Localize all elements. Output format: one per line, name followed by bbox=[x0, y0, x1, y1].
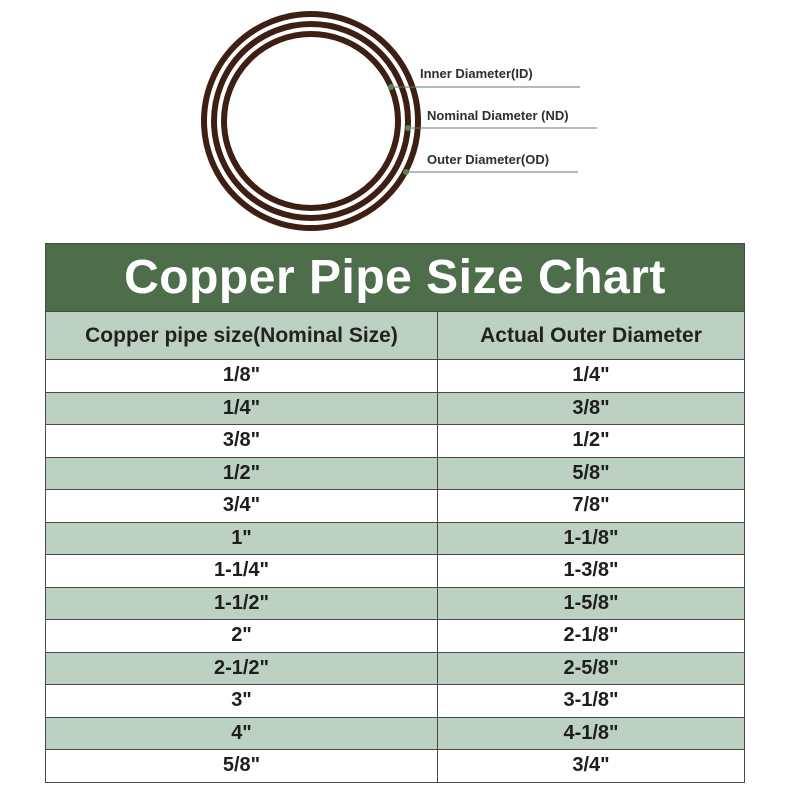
table-row bbox=[46, 685, 745, 718]
nominal-diameter-ring bbox=[214, 24, 408, 218]
copper-pipe-size-table bbox=[45, 243, 745, 783]
table-row bbox=[46, 490, 745, 523]
outer-diameter-cell: 3/8" bbox=[438, 392, 745, 425]
inner-callout-dot bbox=[388, 84, 394, 90]
nominal-size-cell: 3" bbox=[46, 685, 438, 718]
outer-diameter-cell: 7/8" bbox=[438, 490, 745, 523]
nominal-callout-dot bbox=[405, 125, 411, 131]
table-row bbox=[46, 652, 745, 685]
nominal-size-cell: 2-1/2" bbox=[46, 652, 438, 685]
nominal-size-cell: 2" bbox=[46, 620, 438, 653]
inner-diameter-label: Inner Diameter(ID) bbox=[420, 66, 533, 81]
outer-diameter-cell: 1-1/8" bbox=[438, 522, 745, 555]
table-body bbox=[46, 360, 745, 783]
column-header-nominal-size: Copper pipe size(Nominal Size) bbox=[46, 312, 438, 360]
inner-diameter-ring bbox=[224, 34, 398, 208]
table-row bbox=[46, 555, 745, 588]
nominal-diameter-label: Nominal Diameter (ND) bbox=[427, 108, 569, 123]
table-row bbox=[46, 457, 745, 490]
nominal-size-cell: 4" bbox=[46, 717, 438, 750]
outer-callout-dot bbox=[403, 169, 409, 175]
table-row bbox=[46, 620, 745, 653]
outer-diameter-cell: 1-3/8" bbox=[438, 555, 745, 588]
outer-diameter-callout bbox=[403, 152, 578, 175]
outer-diameter-cell: 5/8" bbox=[438, 457, 745, 490]
table-row bbox=[46, 587, 745, 620]
table-row bbox=[46, 360, 745, 393]
table-title: Copper Pipe Size Chart bbox=[46, 244, 745, 312]
nominal-size-cell: 1-1/4" bbox=[46, 555, 438, 588]
outer-diameter-cell: 4-1/8" bbox=[438, 717, 745, 750]
nominal-size-cell: 3/4" bbox=[46, 490, 438, 523]
outer-diameter-cell: 1-5/8" bbox=[438, 587, 745, 620]
table-row bbox=[46, 717, 745, 750]
column-header-outer-diameter: Actual Outer Diameter bbox=[438, 312, 745, 360]
pipe-cross-section-diagram bbox=[0, 0, 800, 240]
nominal-diameter-callout bbox=[405, 108, 597, 131]
outer-diameter-label: Outer Diameter(OD) bbox=[427, 152, 550, 167]
outer-diameter-cell: 2-1/8" bbox=[438, 620, 745, 653]
table-row bbox=[46, 392, 745, 425]
outer-diameter-cell: 1/2" bbox=[438, 425, 745, 458]
inner-diameter-callout bbox=[388, 66, 580, 90]
nominal-size-cell: 1/2" bbox=[46, 457, 438, 490]
table-row bbox=[46, 522, 745, 555]
outer-diameter-cell: 3-1/8" bbox=[438, 685, 745, 718]
outer-diameter-cell: 2-5/8" bbox=[438, 652, 745, 685]
nominal-size-cell: 5/8" bbox=[46, 750, 438, 783]
nominal-size-cell: 1-1/2" bbox=[46, 587, 438, 620]
nominal-size-cell: 1/4" bbox=[46, 392, 438, 425]
outer-diameter-ring bbox=[204, 14, 418, 228]
table-row bbox=[46, 750, 745, 783]
nominal-size-cell: 3/8" bbox=[46, 425, 438, 458]
table-row bbox=[46, 425, 745, 458]
pipe-rings bbox=[204, 14, 418, 228]
outer-diameter-cell: 3/4" bbox=[438, 750, 745, 783]
nominal-size-cell: 1" bbox=[46, 522, 438, 555]
outer-diameter-cell: 1/4" bbox=[438, 360, 745, 393]
nominal-size-cell: 1/8" bbox=[46, 360, 438, 393]
